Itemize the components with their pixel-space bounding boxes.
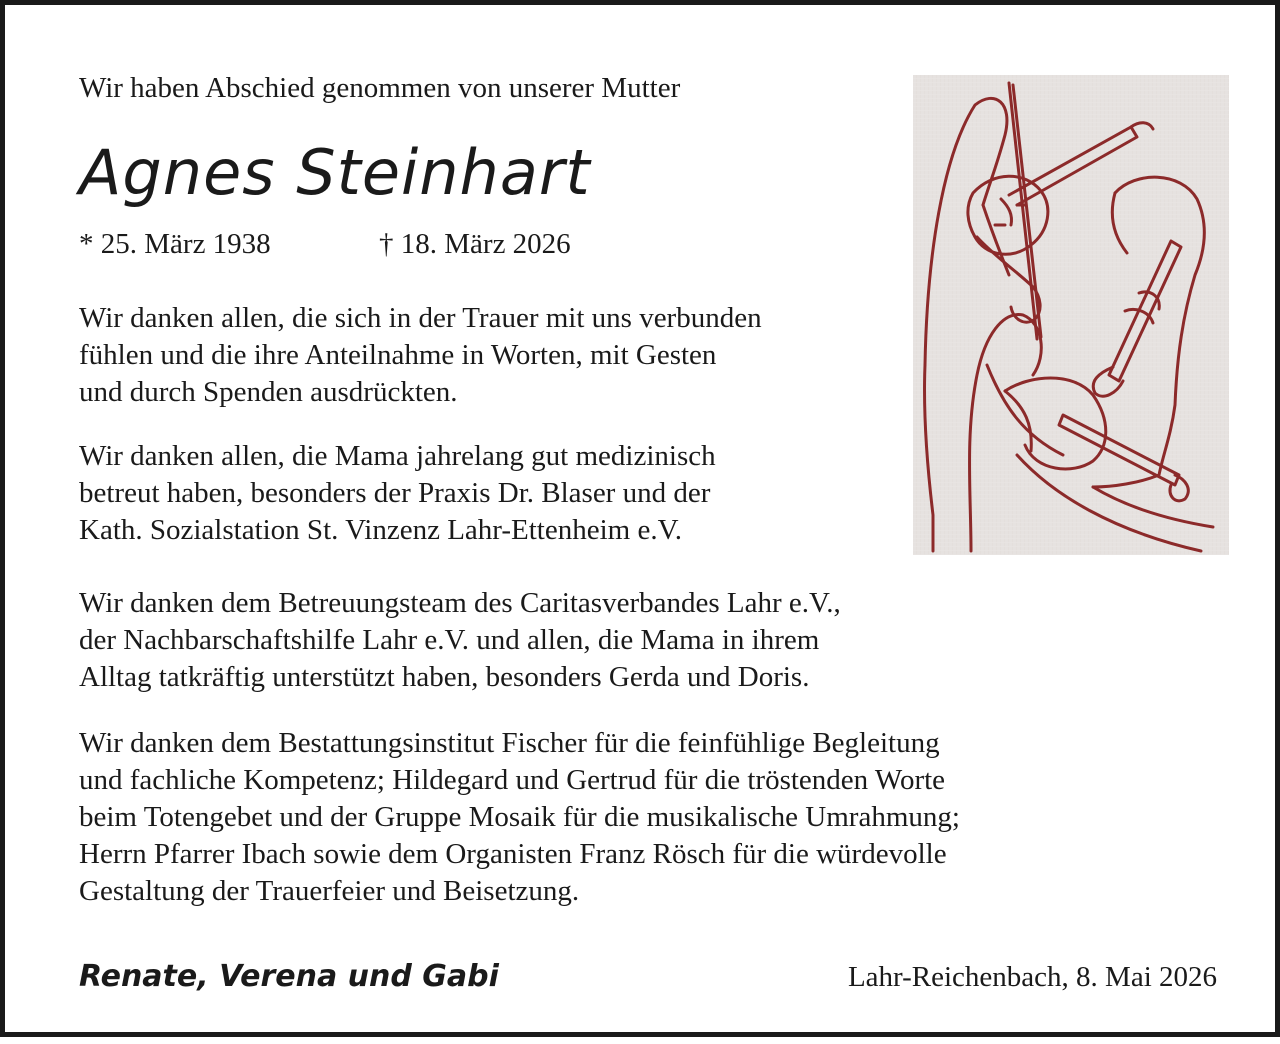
paragraph-line: Alltag tatkräftig unterstützt haben, besonders Gerda und Doris. xyxy=(79,661,810,693)
paragraph-line: Herrn Pfarrer Ibach sowie dem Organisten Franz Rösch für die würdevolle xyxy=(79,838,947,870)
paragraph-line: Wir danken dem Betreuungsteam des Caritasverbandes Lahr e.V., xyxy=(79,587,841,619)
paragraph-line: Wir danken allen, die sich in der Trauer mit uns verbunden xyxy=(79,302,762,334)
birth-date: * 25. März 1938 xyxy=(79,228,271,260)
intro-text: Wir haben Abschied genommen von unserer Mutter xyxy=(79,72,681,104)
paragraph-line: Wir danken allen, die Mama jahrelang gut medizinisch xyxy=(79,440,716,472)
paragraph-line: und fachliche Kompetenz; Hildegard und Gertrud für die tröstenden Worte xyxy=(79,764,946,796)
paragraph-line: und durch Spenden ausdrückten. xyxy=(79,376,458,408)
fabric-background xyxy=(913,75,1229,555)
paragraph-line: Wir danken dem Bestattungsinstitut Fischer für die feinfühlige Begleitung xyxy=(79,727,940,759)
death-date: † 18. März 2026 xyxy=(379,228,571,260)
place-and-date: Lahr-Reichenbach, 8. Mai 2026 xyxy=(847,961,1217,993)
paragraph-line: fühlen und die ihre Anteilnahme in Worten, mit Gesten xyxy=(79,339,717,371)
paragraph-line: Gestaltung der Trauerfeier und Beisetzung. xyxy=(79,875,580,907)
thanks-paragraph-2 xyxy=(79,438,716,549)
paragraph-line: Kath. Sozialstation St. Vinzenz Lahr-Ettenheim e.V. xyxy=(79,514,683,546)
paragraph-line: beim Totengebet und der Gruppe Mosaik für die musikalische Umrahmung; xyxy=(79,801,960,833)
embroidered-musicians-icon xyxy=(913,75,1229,555)
deceased-name: Agnes Steinhart xyxy=(79,136,591,209)
musicians-artwork-image xyxy=(913,75,1229,555)
paragraph-line: der Nachbarschaftshilfe Lahr e.V. und allen, die Mama in ihrem xyxy=(79,624,820,656)
thanks-paragraph-4 xyxy=(79,725,960,910)
family-signature: Renate, Verena und Gabi xyxy=(79,959,499,994)
thanks-paragraph-3 xyxy=(79,585,841,696)
thanks-paragraph-1 xyxy=(79,300,762,411)
paragraph-line: betreut haben, besonders der Praxis Dr. Blaser und der xyxy=(79,477,711,509)
